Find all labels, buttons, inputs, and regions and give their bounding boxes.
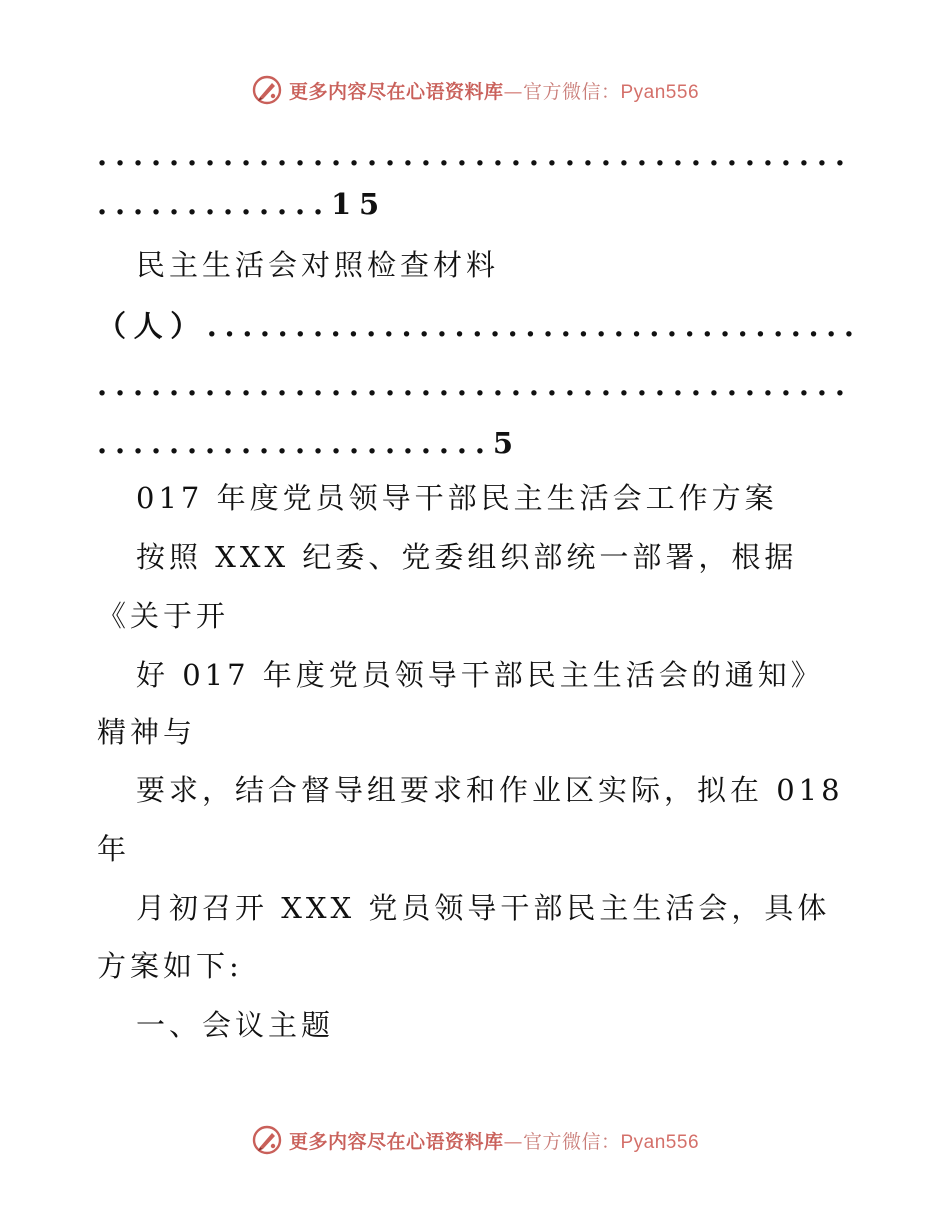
paragraph-line: 《关于开 (97, 599, 230, 633)
toc-entry-title: 民主生活会对照检查材料 (136, 248, 500, 282)
toc-dot-leader: .......................................... (97, 138, 853, 172)
toc-page-number-line: ......................5 (97, 426, 521, 460)
document-title: 017 年度党员领导干部民主生活会工作方案 (136, 481, 778, 515)
watermark-footer (0, 1120, 950, 1160)
section-heading: 一、会议主题 (136, 1008, 335, 1042)
paragraph-line: 按照 XXX 纪委、党委组织部统一部署，根据 (136, 540, 798, 574)
paragraph-line: 年 (97, 832, 131, 866)
watermark-text: 更多内容尽在心语资料库—官方微信：Pyan556 (288, 1130, 700, 1153)
paragraph-line: 精神与 (97, 715, 197, 749)
paragraph-line: 方案如下: (97, 949, 243, 983)
toc-dot-leader: .......................................... (97, 368, 853, 402)
watermark-text: 更多内容尽在心语资料库—官方微信：Pyan556 (288, 80, 700, 103)
paragraph-line: 要求，结合督导组要求和作业区实际，拟在 018 (136, 773, 844, 807)
pen-logo-icon (251, 1124, 283, 1156)
paragraph-line: 好 017 年度党员领导干部民主生活会的通知》 (136, 658, 824, 692)
toc-page-number-line: .............15 (97, 187, 388, 221)
paragraph-line: 月初召开 XXX 党员领导干部民主生活会，具体 (136, 891, 831, 925)
toc-entry-suffix: （人）..................................... (97, 309, 862, 343)
